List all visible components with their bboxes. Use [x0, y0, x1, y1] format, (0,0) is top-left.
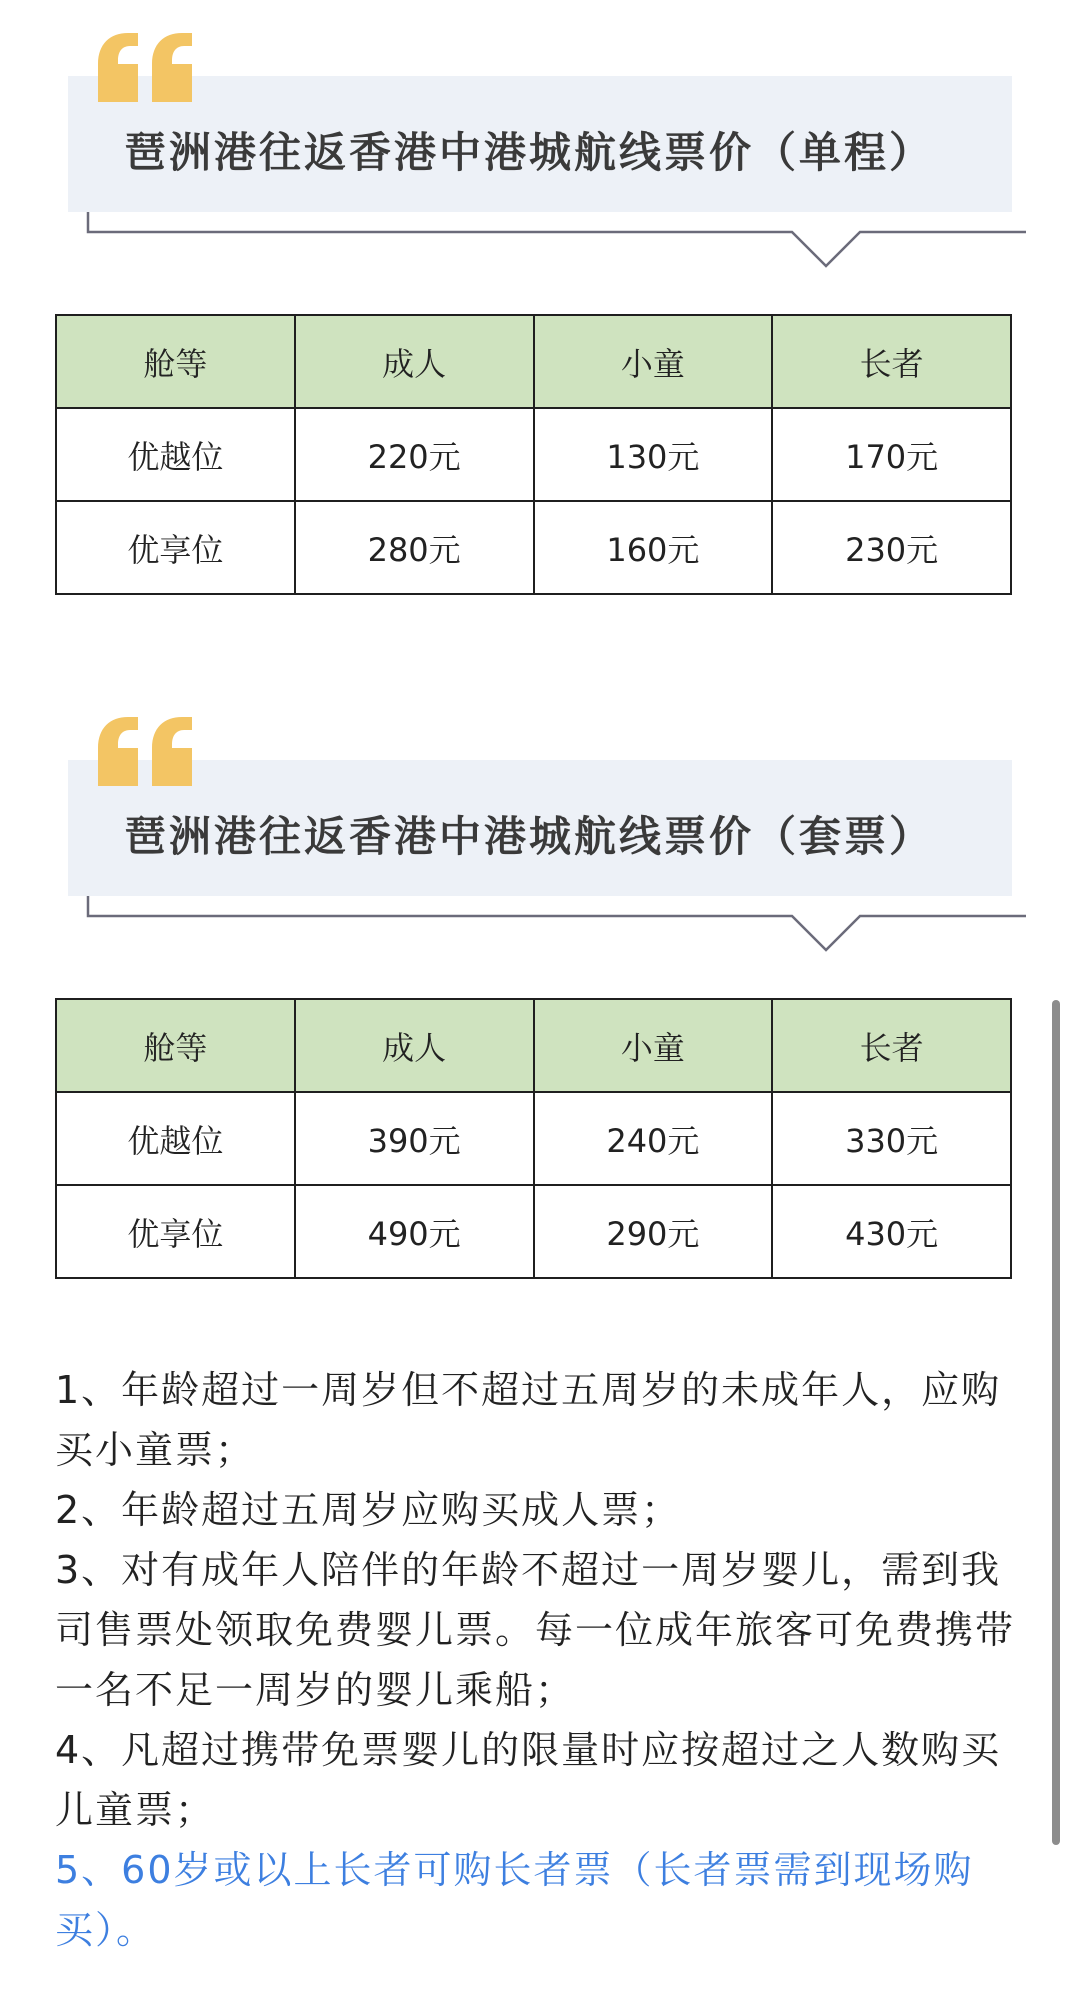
column-header: 长者 [772, 999, 1011, 1092]
column-header: 小童 [534, 315, 773, 408]
callout-bracket-icon [86, 896, 1026, 956]
table-cell: 优享位 [56, 501, 295, 594]
table-cell: 220元 [295, 408, 534, 501]
table-cell: 290元 [534, 1185, 773, 1278]
callout-bracket-icon [86, 212, 1026, 272]
column-header: 舱等 [56, 315, 295, 408]
section-header [0, 0, 1080, 260]
table-row [56, 501, 1011, 594]
column-header: 成人 [295, 999, 534, 1092]
table-cell: 170元 [772, 408, 1011, 501]
table-header-row [56, 315, 1011, 408]
fare-table [55, 314, 1012, 595]
section-title: 琶洲港往返香港中港城航线票价（单程） [124, 128, 935, 177]
scrollbar[interactable] [1052, 1000, 1060, 1845]
table-cell: 390元 [295, 1092, 534, 1185]
table-cell: 280元 [295, 501, 534, 594]
note-item: 4、凡超过携带免票婴儿的限量时应按超过之人数购买儿童票； [55, 1728, 1002, 1832]
table-cell: 430元 [772, 1185, 1011, 1278]
fare-section-single [0, 0, 1080, 569]
table-cell: 优越位 [56, 408, 295, 501]
table-row [56, 1185, 1011, 1278]
table-cell: 330元 [772, 1092, 1011, 1185]
column-header: 小童 [534, 999, 773, 1092]
table-row [56, 1092, 1011, 1185]
note-item: 3、对有成年人陪伴的年龄不超过一周岁婴儿，需到我司售票处领取免费婴儿票。每一位成年旅客可免费携带一名不足一周岁的婴儿乘船； [55, 1548, 1016, 1712]
table-cell: 130元 [534, 408, 773, 501]
note-item: 2、年龄超过五周岁应购买成人票； [55, 1488, 682, 1532]
note-item-highlight: 5、60岁或以上长者可购长者票（长者票需到现场购买）。 [55, 1848, 974, 1952]
note-item: 1、年龄超过一周岁但不超过五周岁的未成年人，应购买小童票； [55, 1368, 1002, 1472]
section-title: 琶洲港往返香港中港城航线票价（套票） [124, 812, 935, 861]
table-cell: 160元 [534, 501, 773, 594]
column-header: 成人 [295, 315, 534, 408]
table-cell: 230元 [772, 501, 1011, 594]
table-cell: 优享位 [56, 1185, 295, 1278]
table-cell: 240元 [534, 1092, 773, 1185]
table-cell: 490元 [295, 1185, 534, 1278]
fare-section-package [0, 684, 1080, 1253]
double-quote-icon [96, 30, 196, 110]
fare-notes [55, 1360, 1015, 1960]
table-row [56, 408, 1011, 501]
table-header-row [56, 999, 1011, 1092]
fare-table [55, 998, 1012, 1279]
section-header [0, 684, 1080, 944]
column-header: 舱等 [56, 999, 295, 1092]
column-header: 长者 [772, 315, 1011, 408]
table-cell: 优越位 [56, 1092, 295, 1185]
double-quote-icon [96, 714, 196, 794]
